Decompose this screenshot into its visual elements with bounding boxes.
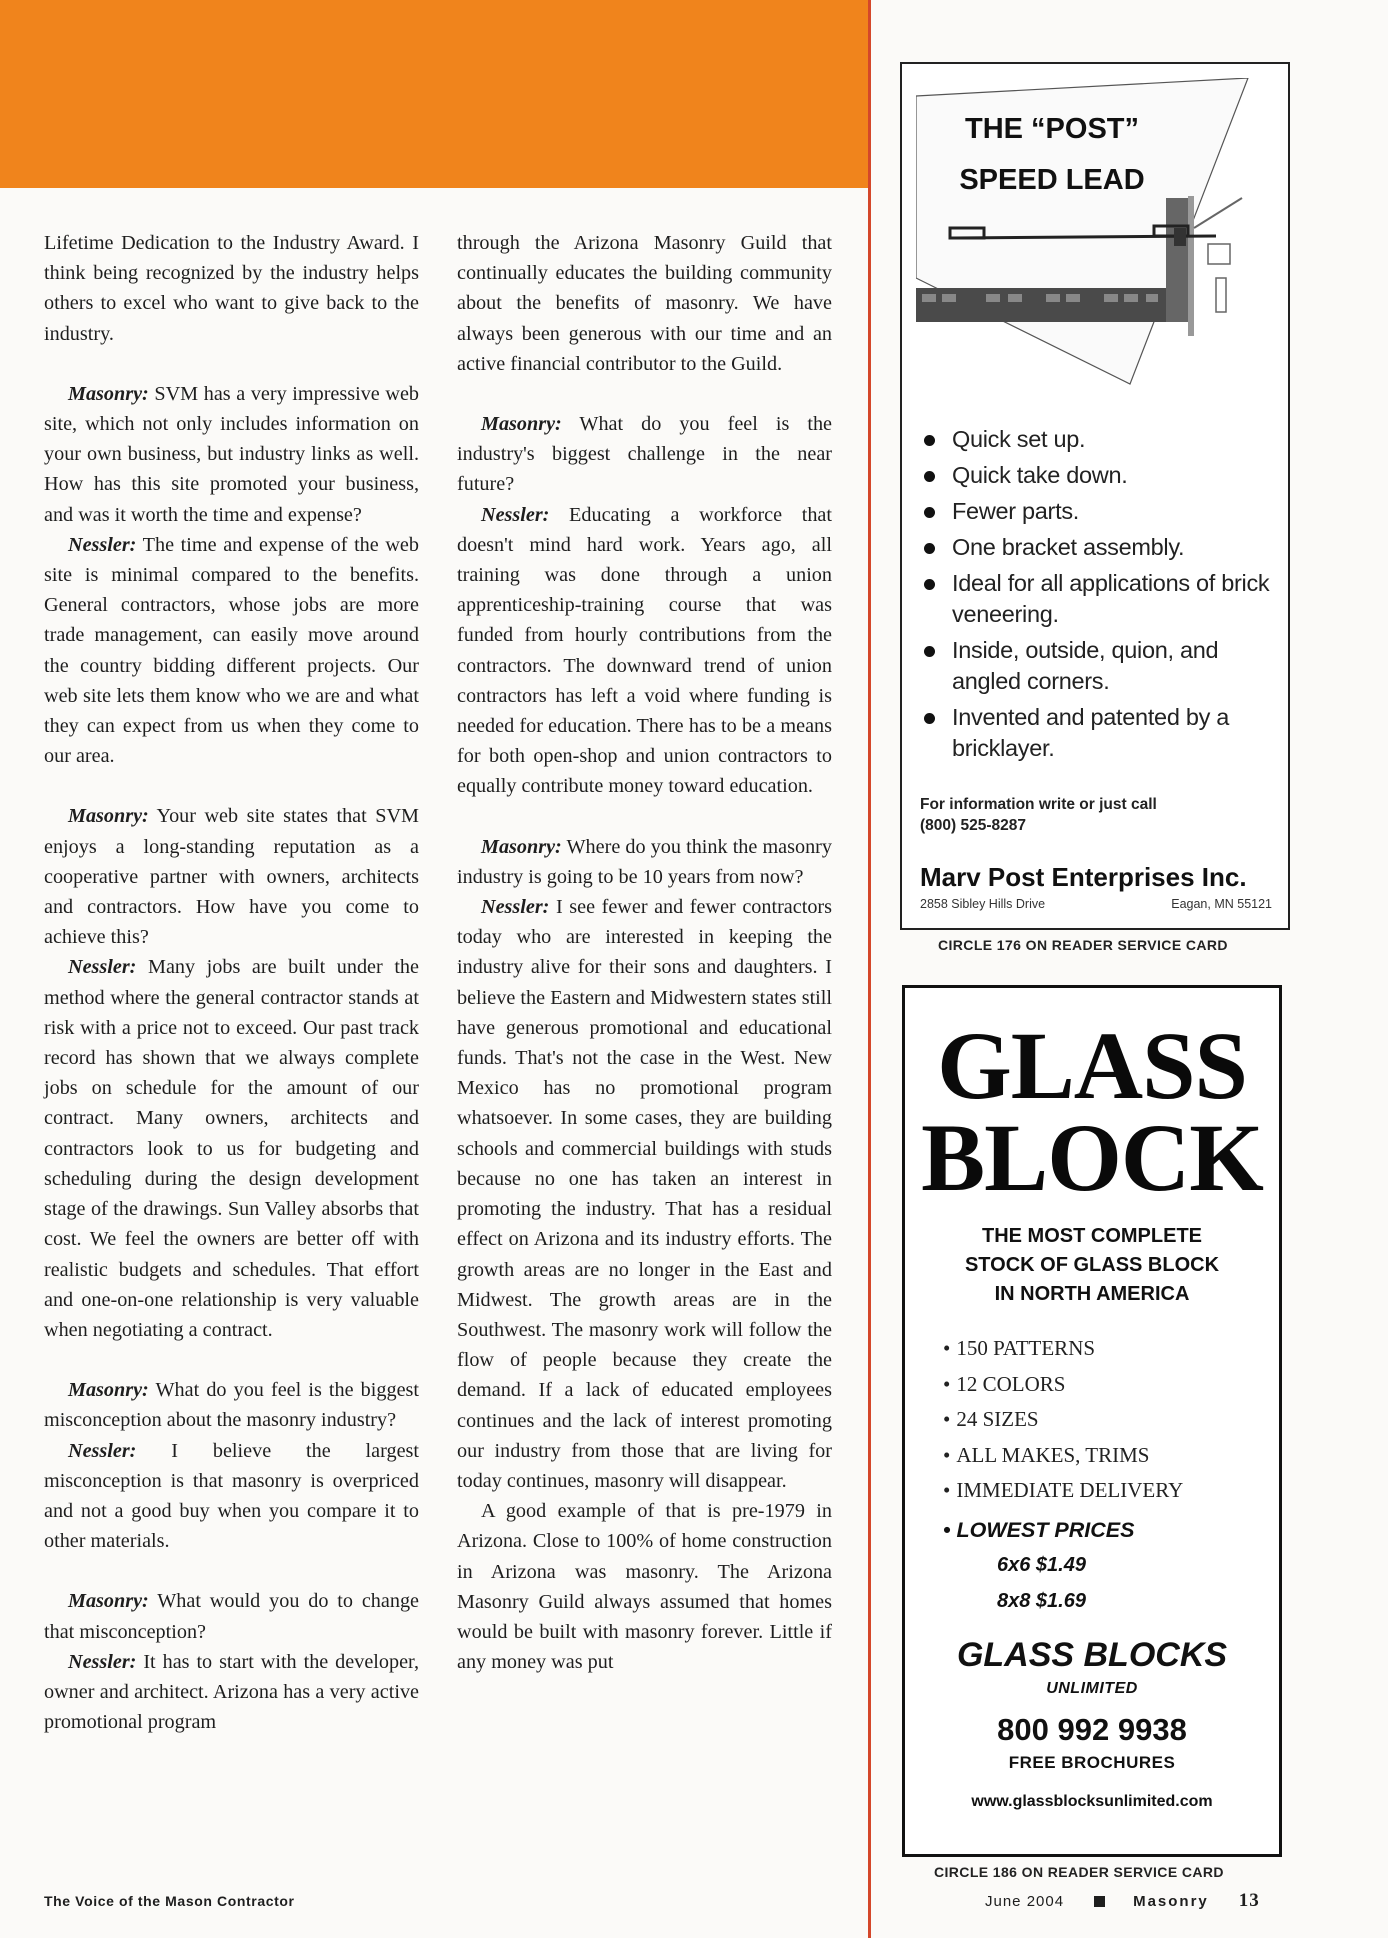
article-column-2 [457, 228, 832, 1677]
bullet-icon [924, 579, 935, 590]
company-name: Marv Post Enterprises Inc. [920, 862, 1247, 892]
list-item: • 150 PATTERNS [943, 1331, 1183, 1367]
list-item: Inside, outside, quion, and angled corners. [920, 635, 1280, 697]
brand-tagline: UNLIMITED [1046, 1680, 1138, 1697]
website-url: www.glassblocksunlimited.com [971, 1793, 1213, 1810]
bullet-icon [924, 713, 935, 724]
glass-block-features [943, 1331, 1183, 1509]
bullet-icon [924, 507, 935, 518]
list-item: Quick take down. [920, 460, 1280, 491]
speed-lead-features [920, 424, 1280, 769]
list-item: • 24 SIZES [943, 1402, 1183, 1438]
list-item: One bracket assembly. [920, 532, 1280, 563]
paragraph: Nessler: The time and expense of the web site is minimal compared to the benefits. General contractors, whose jobs are more trade management, can easily move around the country bidding different projects. Our web site lets them know who we are and what they can expect from us when they come to our area. [44, 533, 419, 768]
reader-service-caption: CIRCLE 176 ON READER SERVICE CARD [938, 937, 1228, 953]
reader-service-caption: CIRCLE 186 ON READER SERVICE CARD [934, 1864, 1224, 1880]
paragraph: Masonry: What do you feel is the biggest misconception about the masonry industry? [44, 1379, 419, 1432]
lowest-prices-label: • LOWEST PRICES [943, 1518, 1135, 1542]
issue-date: June 2004 [985, 1892, 1065, 1910]
paragraph: Lifetime Dedication to the Industry Award. I think being recognized by the industry helps others to excel who want to give back to the industry. [44, 232, 419, 345]
company-address: 2858 Sibley Hills Drive Eagan, MN 55121 [920, 897, 1272, 911]
paragraph: Nessler: I see fewer and fewer contractors today who are interested in keeping the industry alive for their sons and daughters. I believe the Eastern and Midwestern states still have generous promotional and educational funds. That's not the case in the West. New Mexico has no promotional program whatsoever. In some cases, they are building schools and commercial buildings with studs because no one has taken an interest in promoting the industry. That has a residual effect on Arizona and its industry efforts. The growth areas are no longer in the East and Midwest. The growth areas are in the Southwest. The masonry work will follow the flow of people because they create the demand. If a lack of educated employees continues and the lack of interest promoting our industry from those that are living for today continues, masonry will disappear. [457, 896, 832, 1492]
list-item: Invented and patented by a bricklayer. [920, 702, 1280, 764]
price-8x8: 8x8 $1.69 [997, 1590, 1086, 1612]
footer-tagline: The Voice of the Mason Contractor [44, 1893, 295, 1909]
brand-name: GLASS BLOCKS [956, 1636, 1228, 1674]
header-color-band [0, 0, 870, 188]
paragraph: Masonry: What do you feel is the industry's biggest challenge in the near future? [457, 413, 832, 496]
column-divider-rule [868, 0, 871, 1938]
paragraph: Masonry: Where do you think the masonry industry is going to be 10 years from now? [457, 835, 832, 888]
page-number: 13 [1238, 1890, 1260, 1911]
bullet-icon [924, 471, 935, 482]
paragraph: Nessler: I believe the largest misconception is that masonry is overpriced and not a good buy when you compare it to other materials. [44, 1439, 419, 1553]
paragraph: A good example of that is pre-1979 in Arizona. Close to 100% of home construction in Arizona was masonry. The Arizona Masonry Guild always assumed that homes would be built with masonry forever. Little if any money was put [457, 1500, 832, 1674]
price-6x6: 6x6 $1.49 [997, 1554, 1086, 1576]
paragraph: Masonry: Your web site states that SVM enjoys a long-standing reputation as a cooperative partner with owners, architects and contractors. How have you come to achieve this? [44, 805, 419, 949]
free-brochures: FREE BROCHURES [1008, 1753, 1176, 1772]
bullet-icon [924, 646, 935, 657]
glass-block-ad [902, 985, 1282, 1857]
paragraph: Nessler: Educating a workforce that doesn't mind hard work. Years ago, all training was done through a union apprenticeship-training course that was funded from hourly contributions from the contractors. The downward trend of union contractors has left a void where funding is needed for education. There has to be a means for both open-shop and union contractors to equally contribute money toward education. [457, 503, 832, 798]
folio [985, 1890, 1260, 1912]
glass-block-title: GLASS BLOCK [921, 1012, 1263, 1211]
bullet-icon [924, 543, 935, 554]
paragraph: through the Arizona Masonry Guild that continually educates the building community about the benefits of masonry. We have always been generous with our time and an active financial contributor to the Guild. [457, 232, 832, 375]
list-item: • ALL MAKES, TRIMS [943, 1438, 1183, 1474]
speed-lead-title: THE “POST” SPEED LEAD [959, 113, 1145, 196]
glass-block-subtitle: THE MOST COMPLETE STOCK OF GLASS BLOCK IN NORTH AMERICA [964, 1225, 1220, 1305]
list-item: • 12 COLORS [943, 1367, 1183, 1403]
list-item: Quick set up. [920, 424, 1280, 455]
list-item: • IMMEDIATE DELIVERY [943, 1473, 1183, 1509]
paragraph: Nessler: It has to start with the developer, owner and architect. Arizona has a very active promotional program [44, 1650, 419, 1734]
paragraph: Nessler: Many jobs are built under the method where the general contractor stands at risk with a price not to exceed. Our past track record has shown that we always complete jobs on schedule for the amount of our contract. Many owners, architects and contractors look to us for budgeting and scheduling during the design development stage of the drawings. Sun Valley absorbs that cost. We feel the owners are better off with realistic budgets and schedules. That effort and one-on-one relationship is very valuable when negotiating a contract. [44, 956, 419, 1341]
list-item: Ideal for all applications of brick veneering. [920, 568, 1280, 630]
paragraph: Masonry: What would you do to change that misconception? [44, 1590, 419, 1643]
speed-lead-ad [900, 62, 1290, 930]
phone-number: 800 992 9938 [997, 1712, 1187, 1747]
paragraph: Masonry: SVM has a very impressive web site, which not only includes information on your own business, but industry links as well. How has this site promoted your business, and was it worth the time and expense? [44, 382, 419, 526]
article-column-1 [44, 228, 419, 1737]
speed-lead-contact: For information write or just call (800) 525-8287 [920, 796, 1157, 834]
square-separator-icon [1094, 1896, 1105, 1907]
magazine-name: Masonry [1133, 1892, 1209, 1910]
bullet-icon [924, 435, 935, 446]
list-item: Fewer parts. [920, 496, 1280, 527]
